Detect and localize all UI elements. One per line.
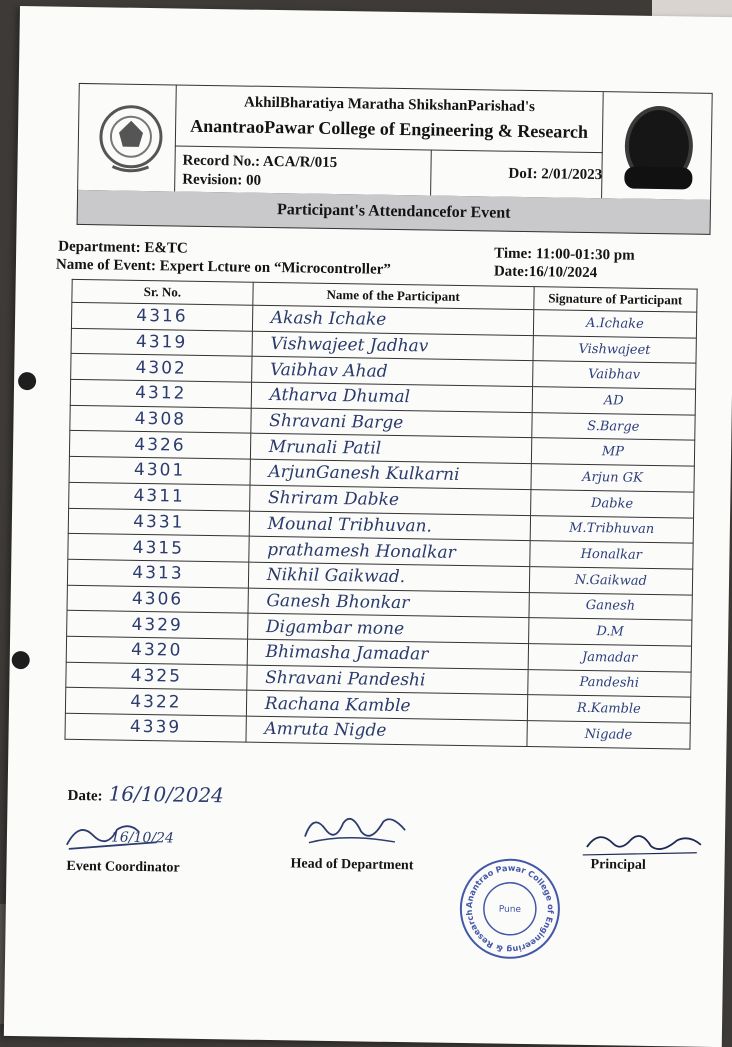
attendance-table [64,279,697,749]
participant-name: Shravani Pandeshi [247,665,528,695]
participant-signature: D.M [528,618,692,646]
participant-signature: Ganesh [529,592,693,620]
participant-name: Rachana Kamble [246,690,527,720]
hod-signature [295,806,416,854]
participant-name: Atharva Dhumal [251,382,532,412]
coordinator-date-note: 16/10/24 [110,829,174,847]
serial-number: 4320 [66,636,247,665]
participant-name: Amruta Nigde [246,716,527,746]
serial-number: 4319 [71,328,252,357]
photo-box [601,92,712,200]
participant-signature: S.Barge [531,412,695,440]
record-info [182,152,337,192]
punch-hole [18,372,36,390]
footer-date-value: 16/10/2024 [108,781,225,808]
revision-number: Revision: 00 [182,171,262,189]
serial-number: 4325 [66,662,247,691]
participant-signature: R.Kamble [527,695,691,723]
participant-signature: Vaibhav [532,361,696,389]
participant-name: Akash Ichake [252,305,533,335]
participant-name: Nikhil Gaikwad. [248,562,529,592]
serial-number: 4312 [70,379,251,408]
footer-date-label: Date: [67,787,103,805]
participant-name: ArjunGanesh Kulkarni [250,459,531,489]
participant-name: Vishwajeet Jadhav [252,331,533,361]
serial-number: 4339 [65,713,246,742]
college-name: AnantraoPawar College of Engineering & Research [190,115,589,142]
serial-number: 4331 [68,508,249,537]
record-number: Record No.: ACA/R/015 [182,152,338,171]
serial-number: 4316 [71,302,252,331]
participant-name: Bhimasha Jamadar [247,639,528,669]
serial-number: 4311 [69,482,250,511]
event-date: Date:16/10/2024 [493,263,598,282]
event-name: Name of Event: Expert Lcture on “Microcontroller” [55,256,391,278]
divider [430,149,432,195]
participant-signature: A.Ichake [533,310,697,338]
attendance-sheet [4,6,732,1047]
coordinator-label: Event Coordinator [66,858,180,876]
serial-number: 4301 [69,456,250,485]
serial-number: 4302 [71,354,252,383]
participant-name: Digambar mone [247,613,528,643]
participant-name: prathamesh Honalkar [249,536,530,566]
serial-number: 4329 [67,611,248,640]
serial-number: 4322 [65,688,246,717]
punch-hole [12,651,30,669]
participant-name: Shravani Barge [251,408,532,438]
serial-number: 4315 [68,534,249,563]
serial-number: 4306 [67,585,248,614]
hod-label: Head of Department [290,856,414,874]
participant-signature: N.Gaikwad [529,566,693,594]
coordinator-signature [59,811,190,859]
participant-name: Shriram Dabke [249,485,530,515]
stamp-city: Pune [498,904,522,915]
sheet-header [77,83,713,201]
serial-number: 4313 [67,559,248,588]
participant-signature: Jamadar [528,643,692,671]
participant-signature: Honalkar [529,541,693,569]
principal-label: Principal [590,857,646,873]
participant-signature: Arjun GK [531,464,695,492]
participant-signature: Dabke [530,489,694,517]
participant-signature: Nigade [527,721,691,749]
department: Department: E&TC [58,238,188,257]
event-time: Time: 11:00-01:30 pm [494,245,635,264]
footer-date [67,781,224,807]
participant-name: Vaibhav Ahad [251,357,532,387]
participant-name: Mounal Tribhuvan. [249,511,530,541]
participant-signature: AD [532,387,696,415]
column-header: Signature of Participant [533,287,697,313]
stamp-text: Anantrao Pawar College of Engineering & Research [463,862,556,955]
participant-name: Ganesh Bhonkar [248,588,529,618]
participant-signature: MP [531,438,695,466]
form-title: Participant's Attendancefor Event [77,190,711,235]
participant-signature: Pandeshi [527,669,691,697]
date-of-issue: DoI: 2/01/2023 [508,165,603,184]
column-header: Name of the Participant [253,282,534,309]
college-stamp [457,856,563,962]
column-header: Sr. No. [72,279,253,305]
participant-signature: Vishwajeet [533,335,697,363]
participant-name: Mrunali Patil [250,434,531,464]
society-name: AkhilBharatiya Maratha ShikshanParishad's [243,94,536,116]
principal-signature [577,825,708,861]
serial-number: 4326 [69,431,250,460]
serial-number: 4308 [70,405,251,434]
college-logo [78,84,177,192]
participant-signature: M.Tribhuvan [530,515,694,543]
